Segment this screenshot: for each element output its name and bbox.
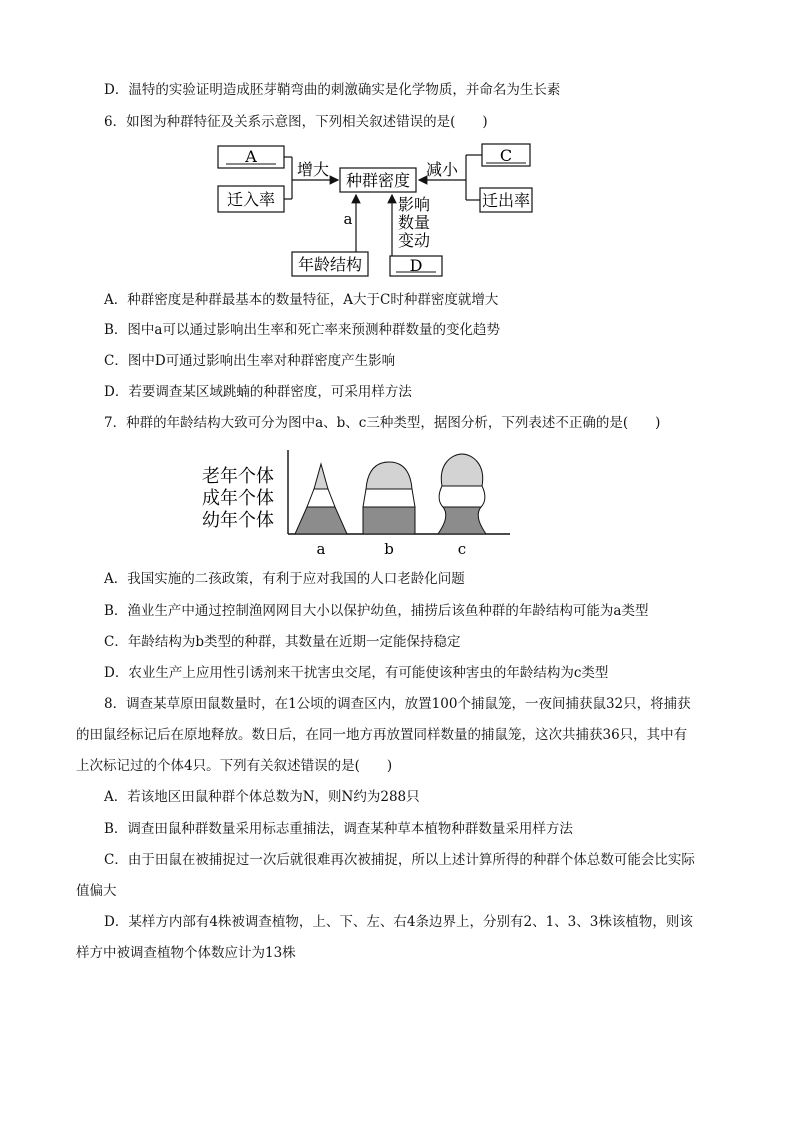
q6-option-a: A．种群密度是种群最基本的数量特征，A大于C时种群密度就增大 <box>104 292 499 308</box>
q8-option-c-line1: C．由于田鼠在被捕捉过一次后就很难再次被捕捉，所以上述计算所得的种群个体总数可能会比实际 <box>104 852 695 868</box>
q5-option-d: D．温特的实验证明造成胚芽鞘弯曲的刺激确实是化学物质，并命名为生长素 <box>104 82 561 98</box>
pyramid-a-old <box>314 464 328 489</box>
label-a: a <box>343 210 353 228</box>
pyramid-a-adult <box>307 489 335 507</box>
label-influence-2: 数量 <box>398 213 431 232</box>
q6-diagram <box>210 138 545 278</box>
label-young: 幼年个体 <box>202 510 274 531</box>
box-a: A <box>245 147 257 166</box>
q8-option-d-line2: 样方中被调查植物个体数应计为13株 <box>76 945 296 961</box>
q6-option-d: D．若要调查某区域跳蝻的种群密度，可采用样方法 <box>104 384 412 400</box>
type-c: c <box>457 540 467 558</box>
q7-stem: 7．种群的年龄结构大致可分为图中a、b、c三种类型，据图分析，下列表述不正确的是( ) <box>104 415 661 431</box>
q7-option-b: B．渔业生产中通过控制渔网网目大小以保护幼鱼，捕捞后该鱼种群的年龄结构可能为a类型 <box>104 603 649 619</box>
label-influence-3: 变动 <box>398 231 431 250</box>
box-c: C <box>499 146 513 165</box>
label-adult: 成年个体 <box>202 488 274 509</box>
pyramid-a-young <box>295 507 347 534</box>
type-b: b <box>384 540 394 558</box>
q8-option-d-line1: D．某样方内部有4株被调查植物，上、下、左、右4条边界上，分别有2、1、3、3株该植物，则该 <box>104 914 693 930</box>
q8-option-a: A．若该地区田鼠种群个体总数为N，则N约为288只 <box>104 789 420 805</box>
label-old: 老年个体 <box>202 466 274 487</box>
population-density-box: 种群密度 <box>345 171 411 190</box>
pyramid-b-adult <box>363 489 415 507</box>
label-influence-1: 影响 <box>398 195 431 214</box>
age-structure-box: 年龄结构 <box>297 255 363 274</box>
q7-option-c: C．年龄结构为b类型的种群，其数量在近期一定能保持稳定 <box>104 634 461 650</box>
type-a: a <box>316 540 326 558</box>
q8-stem-line2: 的田鼠经标记后在原地释放。数日后，在同一地方再放置同样数量的捕鼠笼，这次共捕获36只，其中有 <box>76 727 688 743</box>
pyramid-c-old <box>441 454 482 486</box>
q7-age-structure-diagram <box>200 446 520 562</box>
emigration-box: 迁出率 <box>481 191 531 210</box>
pyramid-c-adult <box>439 486 485 507</box>
label-decrease: 减小 <box>425 160 459 179</box>
q8-option-b: B．调查田鼠种群数量采用标志重捕法，调查某种草本植物种群数量采用样方法 <box>104 821 573 837</box>
pyramid-c-young <box>438 507 486 534</box>
q7-option-d: D．农业生产上应用性引诱剂来干扰害虫交尾，有可能使该种害虫的年龄结构为c类型 <box>104 665 609 681</box>
box-d: D <box>409 256 423 275</box>
pyramid-b-young <box>363 507 415 534</box>
q8-option-c-line2: 值偏大 <box>76 883 117 899</box>
label-increase: 增大 <box>296 160 330 179</box>
q6-option-b: B．图中a可以通过影响出生率和死亡率来预测种群数量的变化趋势 <box>104 322 500 338</box>
q8-stem-line3: 上次标记过的个体4只。下列有关叙述错误的是( ) <box>76 758 393 774</box>
q8-stem-line1: 8．调查某草原田鼠数量时，在1公顷的调查区内，放置100个捕鼠笼，一夜间捕获鼠32只，将捕获 <box>104 696 691 712</box>
immigration-box: 迁入率 <box>226 190 276 209</box>
q6-stem: 6．如图为种群特征及关系示意图，下列相关叙述错误的是( ) <box>104 114 488 130</box>
q6-option-c: C．图中D可通过影响出生率对种群密度产生影响 <box>104 353 396 369</box>
q7-option-a: A．我国实施的二孩政策，有利于应对我国的人口老龄化问题 <box>104 571 465 587</box>
pyramid-b-old <box>366 462 412 489</box>
